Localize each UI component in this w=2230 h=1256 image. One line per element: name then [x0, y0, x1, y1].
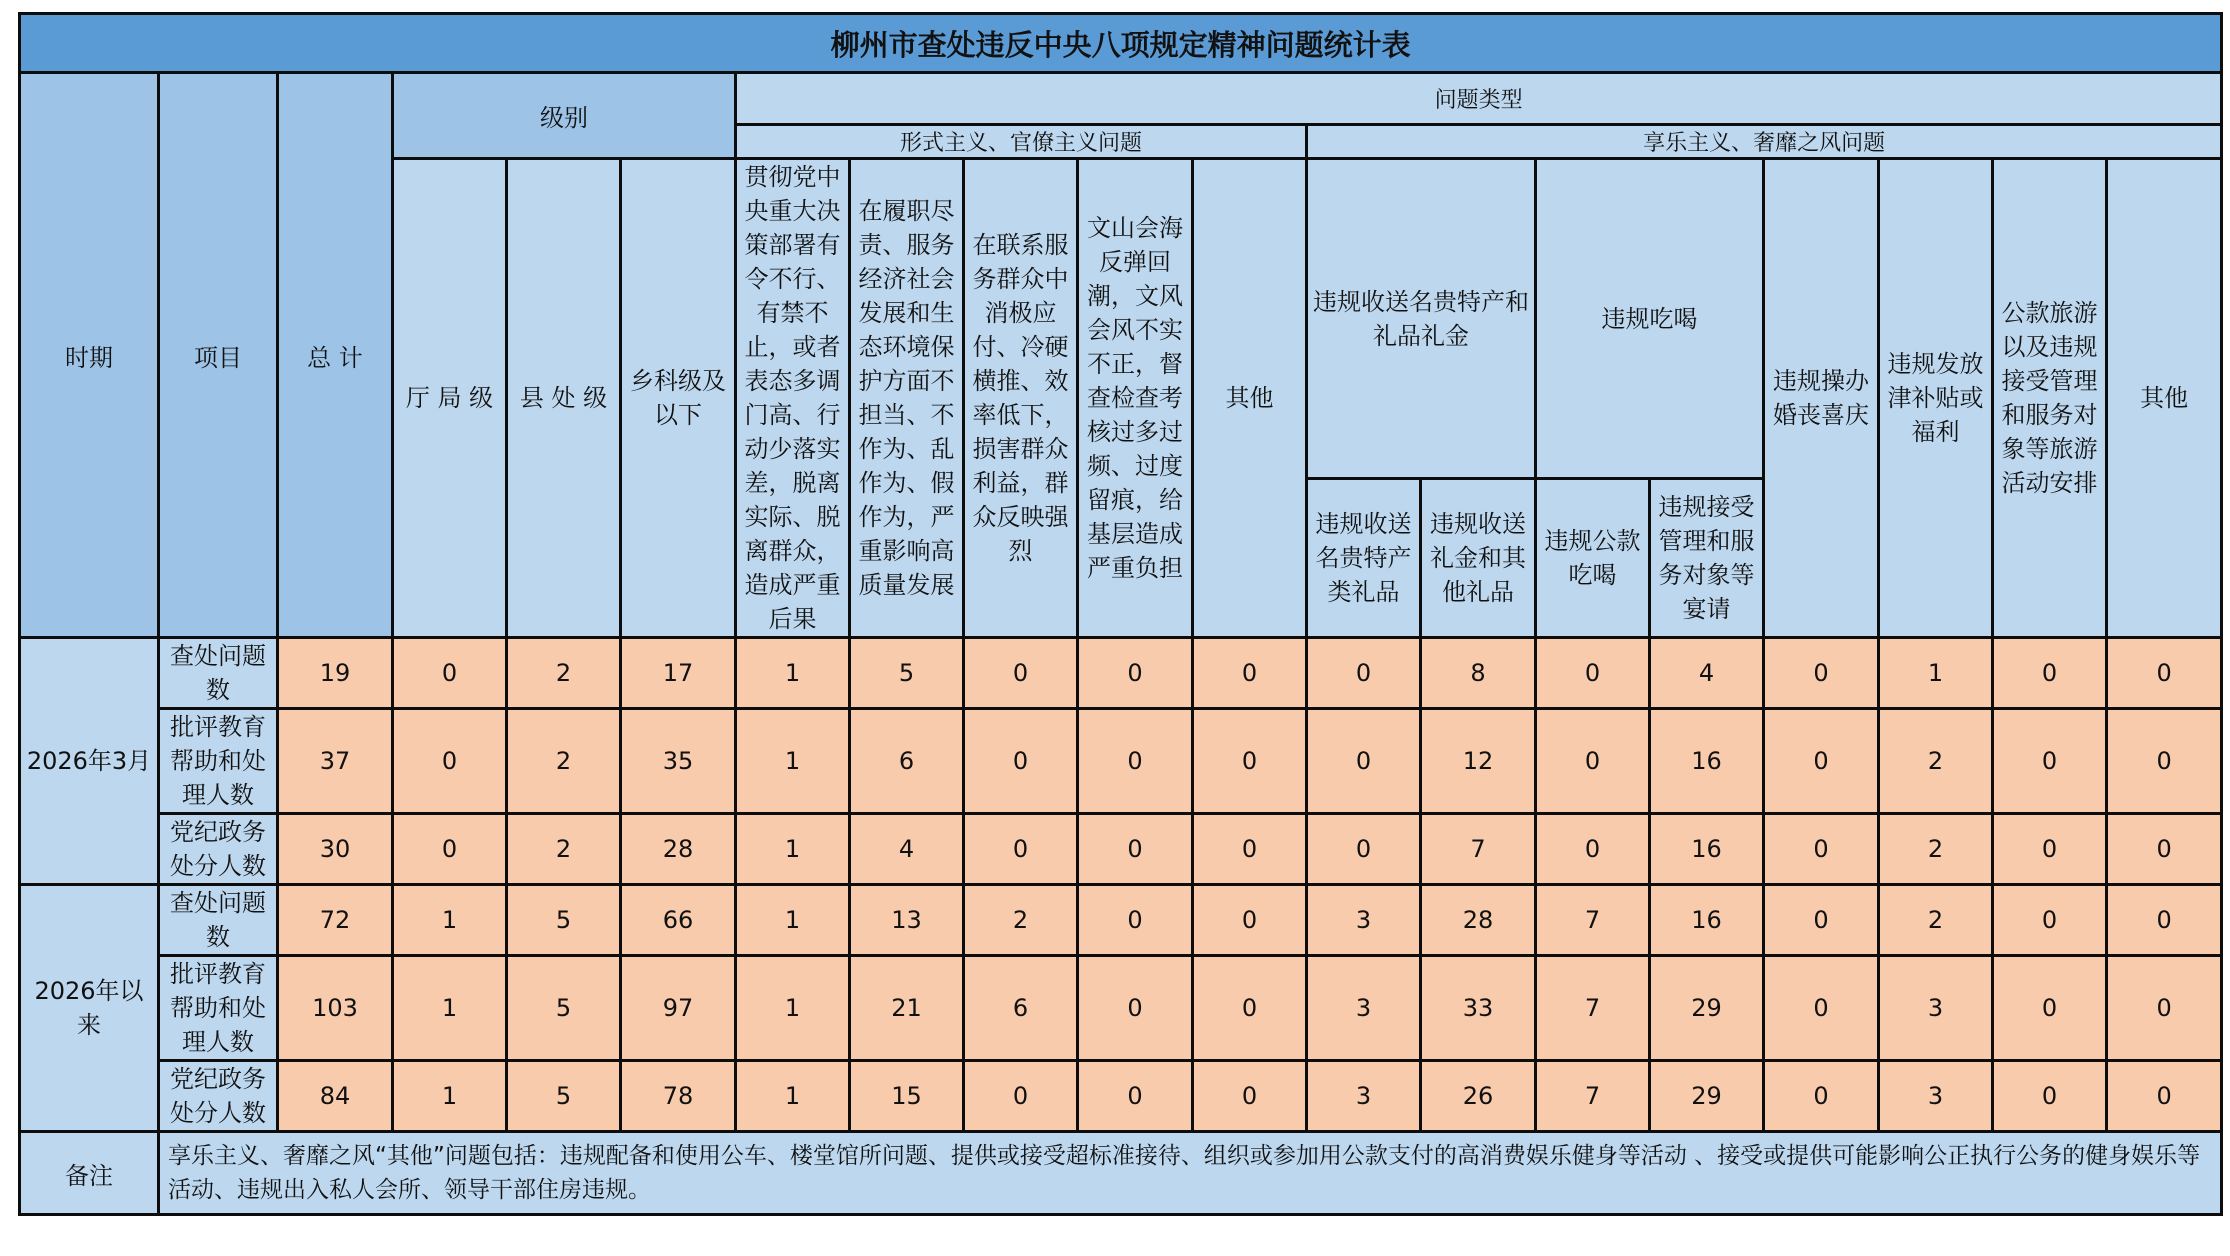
value-cell: 0: [393, 709, 507, 814]
value-cell: 0: [1764, 814, 1879, 885]
value-cell: 0: [1536, 638, 1650, 709]
value-cell: 1: [393, 1061, 507, 1132]
value-cell: 0: [1993, 1061, 2107, 1132]
value-cell: 1: [736, 1061, 850, 1132]
value-cell: 0: [1307, 638, 1421, 709]
row-item-label: 查处问题数: [159, 638, 278, 709]
value-cell: 78: [621, 1061, 736, 1132]
table-row: [20, 885, 2222, 956]
hedonism-col-allowance: 违规发放津补贴或福利: [1879, 159, 1993, 638]
hedonism-col-travel: 公款旅游以及违规接受管理和服务对象等旅游活动安排: [1993, 159, 2107, 638]
formalism-col-service: 在联系服务群众中消极应付、冷硬横推、效率低下，损害群众利益，群众反映强烈: [964, 159, 1078, 638]
value-cell: 0: [1993, 814, 2107, 885]
value-cell: 16: [1650, 814, 1764, 885]
dining-col-banquet: 违规接受管理和服务对象等宴请: [1650, 479, 1764, 638]
statistics-sheet: [18, 12, 2214, 1252]
value-cell: 0: [1078, 814, 1193, 885]
value-cell: 6: [850, 709, 964, 814]
value-cell: 3: [1879, 956, 1993, 1061]
value-cell: 37: [278, 709, 393, 814]
value-cell: 7: [1536, 885, 1650, 956]
value-cell: 0: [1193, 956, 1307, 1061]
total-header: 总 计: [278, 73, 393, 638]
table-row: [20, 956, 2222, 1061]
value-cell: 66: [621, 885, 736, 956]
hedonism-col-other: 其他: [2107, 159, 2222, 638]
value-cell: 30: [278, 814, 393, 885]
value-cell: 0: [393, 638, 507, 709]
value-cell: 5: [850, 638, 964, 709]
value-cell: 4: [1650, 638, 1764, 709]
value-cell: 0: [964, 814, 1078, 885]
row-item-label: 批评教育帮助和处理人数: [159, 956, 278, 1061]
note-text: 享乐主义、奢靡之风“其他”问题包括：违规配备和使用公车、楼堂馆所问题、提供或接受超标准接待、组织或参加用公款支付的高消费娱乐健身等活动 、接受或提供可能影响公正执行公务的健身娱乐等活动、违规出入私人会所、领导干部住房违规。: [159, 1132, 2222, 1215]
formalism-header: 形式主义、官僚主义问题: [736, 125, 1307, 159]
value-cell: 0: [2107, 638, 2222, 709]
level-group-header: 级别: [393, 73, 736, 159]
table-title: 柳州市查处违反中央八项规定精神问题统计表: [20, 14, 2222, 73]
value-cell: 17: [621, 638, 736, 709]
formalism-col-meetings: 文山会海反弹回潮，文风会风不实不正，督查检查考核过多过频、过度留痕，给基层造成严重负担: [1078, 159, 1193, 638]
value-cell: 33: [1421, 956, 1536, 1061]
row-item-label: 党纪政务处分人数: [159, 814, 278, 885]
value-cell: 1: [736, 814, 850, 885]
value-cell: 0: [1193, 638, 1307, 709]
value-cell: 2: [1879, 709, 1993, 814]
value-cell: 0: [1193, 1061, 1307, 1132]
value-cell: 0: [1764, 638, 1879, 709]
value-cell: 0: [1193, 814, 1307, 885]
value-cell: 29: [1650, 956, 1764, 1061]
statistics-table: [18, 12, 2223, 1216]
value-cell: 21: [850, 956, 964, 1061]
table-row: [20, 814, 2222, 885]
value-cell: 0: [1193, 709, 1307, 814]
value-cell: 13: [850, 885, 964, 956]
value-cell: 5: [507, 1061, 621, 1132]
value-cell: 72: [278, 885, 393, 956]
value-cell: 1: [393, 956, 507, 1061]
value-cell: 0: [2107, 885, 2222, 956]
gifts-group-header: 违规收送名贵特产和礼品礼金: [1307, 159, 1536, 479]
note-label: 备注: [20, 1132, 159, 1215]
value-cell: 84: [278, 1061, 393, 1132]
value-cell: 16: [1650, 885, 1764, 956]
value-cell: 1: [736, 956, 850, 1061]
value-cell: 0: [2107, 709, 2222, 814]
value-cell: 26: [1421, 1061, 1536, 1132]
value-cell: 2: [1879, 814, 1993, 885]
value-cell: 8: [1421, 638, 1536, 709]
value-cell: 2: [1879, 885, 1993, 956]
value-cell: 29: [1650, 1061, 1764, 1132]
value-cell: 7: [1421, 814, 1536, 885]
formalism-col-other: 其他: [1193, 159, 1307, 638]
level-header-township: 乡科级及以下: [621, 159, 736, 638]
value-cell: 0: [2107, 1061, 2222, 1132]
value-cell: 1: [736, 885, 850, 956]
value-cell: 1: [736, 638, 850, 709]
value-cell: 28: [1421, 885, 1536, 956]
value-cell: 0: [1536, 814, 1650, 885]
value-cell: 12: [1421, 709, 1536, 814]
value-cell: 7: [1536, 956, 1650, 1061]
value-cell: 0: [964, 638, 1078, 709]
value-cell: 3: [1307, 885, 1421, 956]
dining-col-public: 违规公款吃喝: [1536, 479, 1650, 638]
value-cell: 0: [1078, 638, 1193, 709]
period-label: 2026年以来: [20, 885, 159, 1132]
period-label: 2026年3月: [20, 638, 159, 885]
table-row: [20, 638, 2222, 709]
value-cell: 0: [2107, 956, 2222, 1061]
value-cell: 0: [1764, 956, 1879, 1061]
level-header-county: 县 处 级: [507, 159, 621, 638]
value-cell: 0: [1993, 885, 2107, 956]
table-row: [20, 1061, 2222, 1132]
item-header: 项目: [159, 73, 278, 638]
formalism-col-decisions: 贯彻党中央重大决策部署有令不行、有禁不止，或者表态多调门高、行动少落实差，脱离实际、脱离群众，造成严重后果: [736, 159, 850, 638]
value-cell: 0: [1764, 709, 1879, 814]
value-cell: 0: [1993, 709, 2107, 814]
value-cell: 4: [850, 814, 964, 885]
gifts-col-specialty: 违规收送名贵特产类礼品: [1307, 479, 1421, 638]
value-cell: 0: [964, 709, 1078, 814]
level-header-bureau: 厅 局 级: [393, 159, 507, 638]
value-cell: 3: [1879, 1061, 1993, 1132]
dining-group-header: 违规吃喝: [1536, 159, 1764, 479]
value-cell: 3: [1307, 956, 1421, 1061]
row-item-label: 党纪政务处分人数: [159, 1061, 278, 1132]
value-cell: 7: [1536, 1061, 1650, 1132]
value-cell: 0: [2107, 814, 2222, 885]
value-cell: 5: [507, 885, 621, 956]
value-cell: 28: [621, 814, 736, 885]
value-cell: 0: [1764, 885, 1879, 956]
value-cell: 5: [507, 956, 621, 1061]
hedonism-header: 享乐主义、奢靡之风问题: [1307, 125, 2222, 159]
value-cell: 0: [964, 1061, 1078, 1132]
value-cell: 0: [1078, 956, 1193, 1061]
value-cell: 0: [1307, 814, 1421, 885]
problem-type-header: 问题类型: [736, 73, 2222, 125]
value-cell: 97: [621, 956, 736, 1061]
value-cell: 0: [1307, 709, 1421, 814]
value-cell: 2: [507, 709, 621, 814]
value-cell: 2: [964, 885, 1078, 956]
hedonism-col-weddings: 违规操办婚丧喜庆: [1764, 159, 1879, 638]
value-cell: 0: [1078, 885, 1193, 956]
value-cell: 1: [736, 709, 850, 814]
gifts-col-money: 违规收送礼金和其他礼品: [1421, 479, 1536, 638]
row-item-label: 批评教育帮助和处理人数: [159, 709, 278, 814]
value-cell: 103: [278, 956, 393, 1061]
value-cell: 19: [278, 638, 393, 709]
value-cell: 2: [507, 814, 621, 885]
formalism-col-duty: 在履职尽责、服务经济社会发展和生态环境保护方面不担当、不作为、乱作为、假作为，严重影响高质量发展: [850, 159, 964, 638]
value-cell: 0: [1193, 885, 1307, 956]
note-row: [20, 1132, 2222, 1215]
value-cell: 0: [1993, 956, 2107, 1061]
value-cell: 0: [1993, 638, 2107, 709]
row-item-label: 查处问题数: [159, 885, 278, 956]
value-cell: 1: [1879, 638, 1993, 709]
value-cell: 6: [964, 956, 1078, 1061]
value-cell: 0: [1078, 1061, 1193, 1132]
value-cell: 0: [1536, 709, 1650, 814]
value-cell: 2: [507, 638, 621, 709]
value-cell: 16: [1650, 709, 1764, 814]
value-cell: 1: [393, 885, 507, 956]
value-cell: 0: [1764, 1061, 1879, 1132]
value-cell: 35: [621, 709, 736, 814]
value-cell: 0: [1078, 709, 1193, 814]
value-cell: 15: [850, 1061, 964, 1132]
table-row: [20, 709, 2222, 814]
value-cell: 3: [1307, 1061, 1421, 1132]
period-header: 时期: [20, 73, 159, 638]
value-cell: 0: [393, 814, 507, 885]
